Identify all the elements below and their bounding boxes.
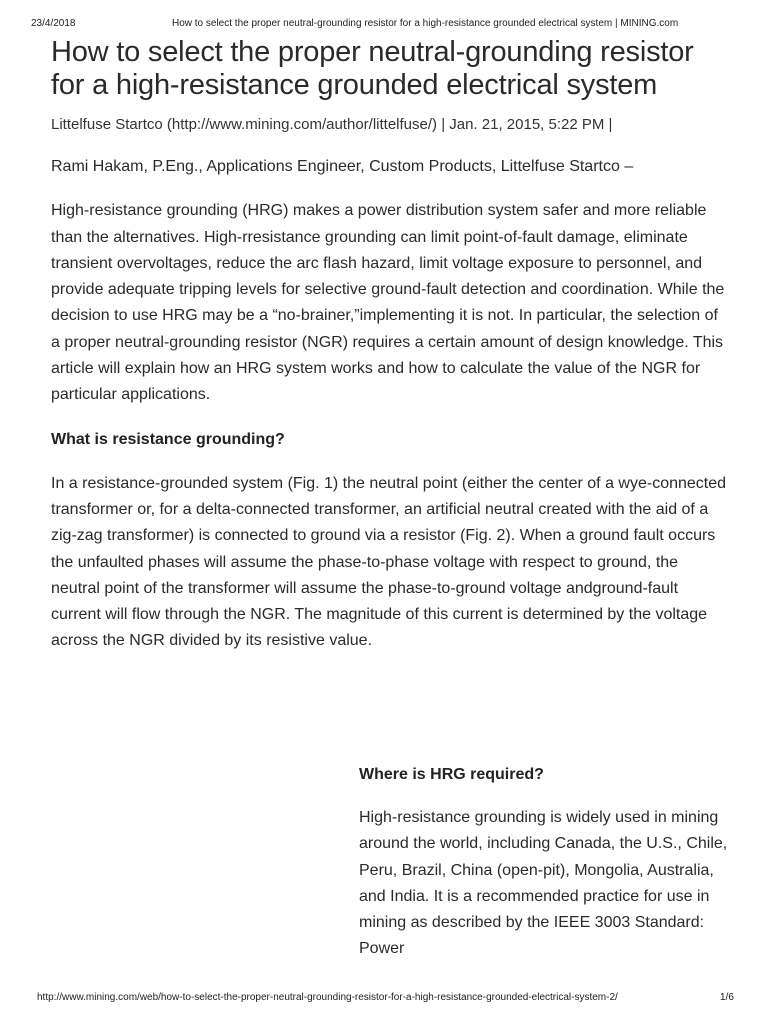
author-url-link[interactable]: (http://www.mining.com/author/littelfuse/)	[166, 116, 438, 133]
print-page-title: How to select the proper neutral-grounding resistor for a high-resistance grounded electrical system | MINING.com	[172, 18, 679, 29]
section-heading-hrg-required: Where is HRG required?	[359, 766, 544, 783]
author-link[interactable]: Littelfuse Startco	[51, 116, 163, 133]
section-heading-resistance-grounding: What is resistance grounding?	[51, 430, 285, 448]
publish-date: | Jan. 21, 2015, 5:22 PM |	[441, 116, 613, 133]
article-title: How to select the proper neutral-grounding resistor for a high-resistance grounded electrical system	[51, 36, 694, 101]
print-header	[0, 14, 768, 30]
hrg-required-column	[359, 764, 729, 963]
article	[51, 36, 731, 655]
print-footer	[0, 992, 768, 1008]
author-credit: Rami Hakam, P.Eng., Applications Engineer, Custom Products, Littelfuse Startco –	[51, 158, 634, 175]
print-url: http://www.mining.com/web/how-to-select-the-proper-neutral-grounding-resistor-for-a-high-resistance-grounded-electrical-system-2/	[37, 992, 618, 1003]
section-paragraph-resistance-grounding: In a resistance-grounded system (Fig. 1) the neutral point (either the center of a wye-connected transformer or, for a delta-connected transformer, an artificial neutral created with the aid of a zig-zag transformer) is connected to ground via a resistor (Fig. 2). When a ground fault occurs the unfaulted phases will assume the phase-to-phase voltage with respect to ground, the neutral point of the transformer will assume the phase-to-ground voltage andground-fault current will flow through the NGR. The magnitude of this current is determined by the voltage across the NGR divided by its resistive value.	[51, 474, 727, 650]
section-paragraph-hrg-required: High-resistance grounding is widely used in mining around the world, including Canada, the U.S., Chile, Peru, Brazil, China (open-pit), Mongolia, Australia, and India. It is a recommended practice for use in mining as described by the IEEE 3003 Standard: Power	[359, 809, 728, 958]
intro-paragraph: High-resistance grounding (HRG) makes a power distribution system safer and more reliable than the alternatives. High-rresistance grounding can limit point-of-fault damage, eliminate transient overvoltages, reduce the arc flash hazard, limit voltage exposure to personnel, and provide adequate tripping levels for selective ground-fault detection and coordination. While the decision to use HRG may be a “no-brainer,”implementing it is not. In particular, the selection of a proper neutral-grounding resistor (NGR) requires a certain amount of design knowledge. This article will explain how an HRG system works and how to calculate the value of the NGR for particular applications.	[51, 202, 725, 404]
print-date: 23/4/2018	[31, 18, 76, 29]
byline	[51, 115, 731, 135]
page-number: 1/6	[720, 992, 734, 1003]
